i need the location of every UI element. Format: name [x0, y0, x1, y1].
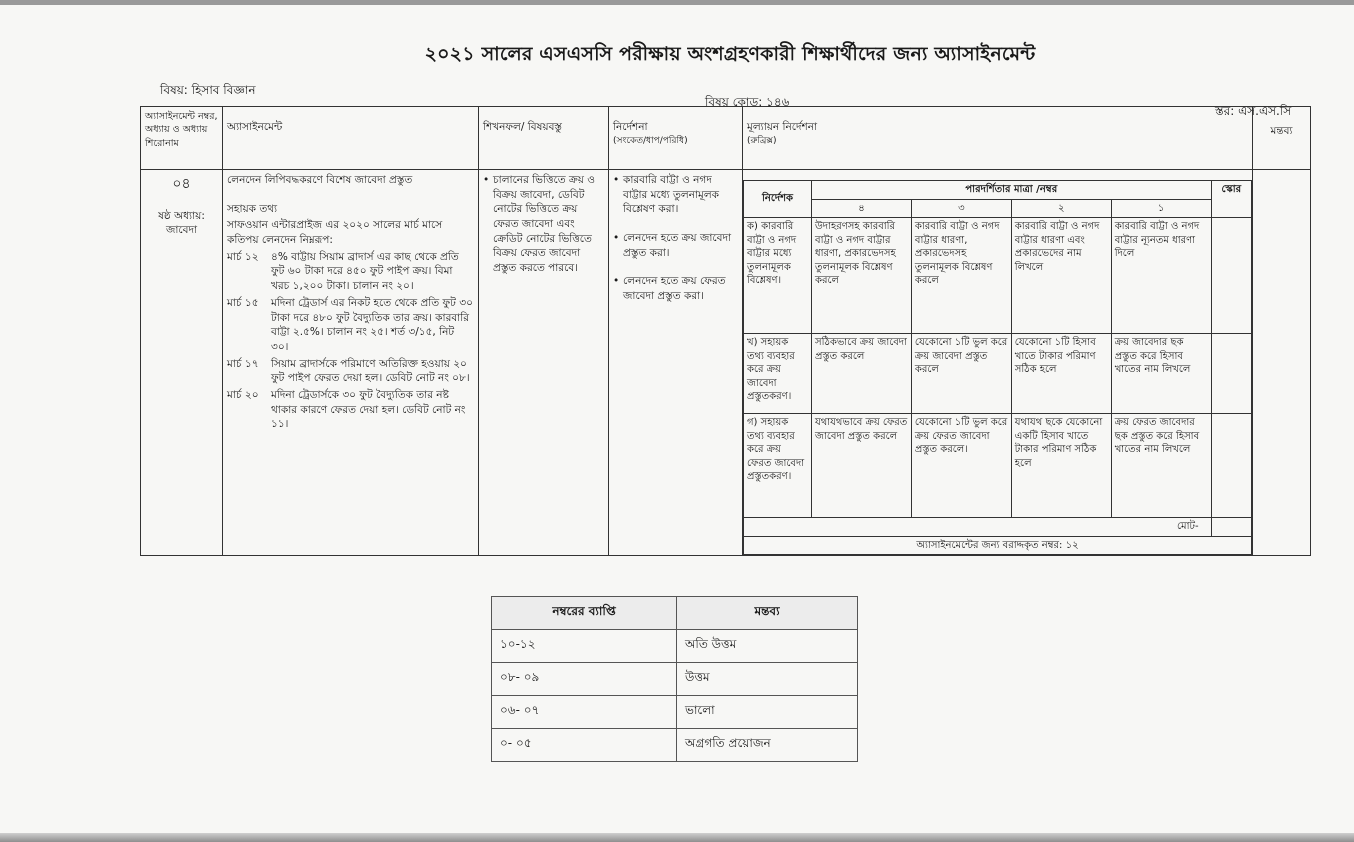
- instruction-text: লেনদেন হতে ক্রয় জাবেদা প্রস্তুত করা।: [623, 232, 732, 259]
- grade-row: [492, 696, 858, 729]
- grade-comment: ভালো: [677, 696, 858, 729]
- transaction-text: মদিনা ট্রেডার্সকে ৩০ ফুট বৈদ্যুতিক তার নষ্ট থাকার কারণে ফেরত দেয়া হল। ডেবিট নোট নং ১১।: [271, 388, 466, 431]
- rubric-level: ১: [1111, 199, 1211, 218]
- scan-top-edge: [0, 0, 1354, 5]
- rubric-cell: [743, 170, 1253, 556]
- helper-info-label: সহায়ক তথ্য: [227, 202, 278, 215]
- transaction-text: সিয়াম ব্রাদার্সকে পরিমাণে অতিরিক্ত হওয়ায় ২০ ফুট পাইপ ফেরত দেয়া হল। ডেবিট নোট নং ০৮।: [271, 357, 470, 385]
- transaction-item: [227, 357, 474, 386]
- transaction-date: মার্চ ১৫: [227, 296, 259, 309]
- rubric-criterion: কারবারি বাট্টা ও নগদ বাট্টার ধারণা, প্রকারভেদসহ তুলনামূলক বিশ্লেষণ করলে: [911, 218, 1011, 334]
- grade-row: [492, 729, 858, 762]
- rubric-criterion: উদাহরণসহ কারবারি বাট্টা ও নগদ বাট্টার ধারণা, প্রকারভেদসহ তুলনামূলক বিশ্লেষণ করলে: [812, 218, 912, 334]
- grade-comment: উত্তম: [677, 663, 858, 696]
- subject-code: বিষয় কোড: ১৪৬: [705, 95, 790, 109]
- grade-range-table: [491, 596, 858, 762]
- assignment-row: [141, 170, 1311, 556]
- grade-range-header: নম্বরের ব্যাপ্তি: [492, 597, 677, 630]
- header-instructions: [609, 107, 743, 170]
- rubric-total-row: [744, 518, 1252, 537]
- rubric-score-cell: [1211, 414, 1251, 518]
- rubric-level-row: [744, 199, 1252, 218]
- grade-row: [492, 663, 858, 696]
- instruction-text: কারবারি বাট্টা ও নগদ বাট্টার মধ্যে তুলনামূলক বিশ্লেষণ করা।: [623, 174, 719, 216]
- transaction-text: ৪% বাট্টায় সিয়াম ব্রাদার্স এর কাছ থেকে প্রতি ফুট ৬০ টাকা দরে ৪৫০ ফুট পাইপ ক্রয়। বিমা খরচ ১,২০০ টাকা। চালান নং ২০।: [271, 250, 459, 293]
- assignment-chapter-cell: [141, 170, 223, 556]
- transaction-date: মার্চ ১৭: [227, 357, 259, 370]
- grade-row: [492, 630, 858, 663]
- rubric-row: [744, 334, 1252, 414]
- rubric-criterion: যেকোনো ১টি ভুল করে ক্রয় ফেরত জাবেদা প্রস্তুত করলে।: [911, 414, 1011, 518]
- chapter-name: ষষ্ঠ অধ্যায়: জাবেদা: [158, 209, 205, 237]
- rubric-level: ৩: [911, 199, 1011, 218]
- subject-label: বিষয়: হিসাব বিজ্ঞান: [160, 83, 256, 97]
- instruction-item: [613, 274, 738, 303]
- header-evaluation: [743, 107, 1253, 170]
- assignment-number: ০৪: [172, 176, 191, 192]
- grade-range: ০৮- ০৯: [492, 663, 677, 696]
- bullet-icon: •: [613, 275, 620, 288]
- header-instructions-sub: (সংকেত/ধাপ/পরিধি): [613, 135, 688, 146]
- rubric-criterion: কারবারি বাট্টা ও নগদ বাট্টার ধারণা এবং প্রকারভেদের নাম লিখলে: [1011, 218, 1111, 334]
- header-comment: [1253, 107, 1311, 170]
- rubric-table: [743, 180, 1252, 555]
- header-evaluation-sub: (রুব্রিক্স): [747, 135, 777, 146]
- transaction-item: [227, 388, 474, 432]
- rubric-allocated-marks: অ্যাসাইনমেন্টের জন্য বরাদ্দকৃত নম্বর: ১২: [744, 536, 1252, 555]
- level-label: স্তর: এস.এস.সি: [1215, 104, 1292, 118]
- header-assignment-chapter: অ্যাসাইনমেন্ট নম্বর, অধ্যায় ও অধ্যায় শিরোনাম: [141, 107, 223, 170]
- comment-cell: [1253, 170, 1311, 556]
- header-comment-label: মন্তব্য: [1270, 125, 1293, 137]
- rubric-total-value: [1211, 518, 1251, 537]
- rubric-header-row: [744, 181, 1252, 200]
- grade-comment: অতি উত্তম: [677, 630, 858, 663]
- rubric-row: [744, 218, 1252, 334]
- header-instructions-title: নির্দেশনা: [613, 121, 648, 133]
- rubric-criterion: সঠিকভাবে ক্রয় জাবেদা প্রস্তুত করলে: [812, 334, 912, 414]
- assignment-text-cell: [223, 170, 479, 556]
- rubric-criterion: যথাযথ ছকে যেকোনো একটি হিসাব খাতে টাকার পরিমাণ সঠিক হলে: [1011, 414, 1111, 518]
- bullet-icon: •: [613, 232, 620, 245]
- rubric-row: [744, 414, 1252, 518]
- scan-bottom-edge: [0, 833, 1354, 842]
- instruction-text: লেনদেন হতে ক্রয় ফেরত জাবেদা প্রস্তুত করা।: [623, 275, 726, 303]
- assignment-title: লেনদেন লিপিবদ্ধকরণে বিশেষ জাবেদা প্রস্তুত: [227, 174, 413, 186]
- assignment-table-header: [141, 107, 1311, 170]
- bullet-icon: •: [483, 174, 490, 186]
- rubric-score-cell: [1211, 334, 1251, 414]
- rubric-level-header: পারদর্শিতার মাত্রা /নম্বর: [812, 181, 1212, 200]
- rubric-level: ২: [1011, 199, 1111, 218]
- header-learning-outcome: [479, 107, 609, 170]
- rubric-indicator: গ) সহায়ক তথ্য ব্যবহার করে ক্রয় ফেরত জাবেদা প্রস্তুতকরণ।: [744, 414, 812, 518]
- transaction-item: [227, 296, 474, 355]
- bullet-icon: •: [613, 174, 620, 186]
- learning-outcome-item: [483, 173, 604, 276]
- learning-outcome-text: চালানের ভিত্তিতে ক্রয় ও বিক্রয় জাবেদা, ডেবিট নোটের ভিত্তিতে ক্রয় ফেরত জাবেদা এবং ক্রেডিট নোটের ভিত্তিতে বিক্রয় ফেরত জাবেদা প্রস্তুত করতে পারবে।: [493, 174, 595, 275]
- grade-comment: অগ্রগতি প্রয়োজন: [677, 729, 858, 762]
- rubric-criterion: যেকোনো ১টি ভুল করে ক্রয় জাবেদা প্রস্তুত করলে: [911, 334, 1011, 414]
- instruction-item: [613, 173, 738, 217]
- grade-comment-header: মন্তব্য: [677, 597, 858, 630]
- assignment-intro: সাফওয়ান এন্টারপ্রাইজ এর ২০২০ সালের মার্চ মাসে কতিপয় লেনদেন নিম্নরূপ:: [227, 219, 443, 247]
- rubric-indicator-header: নির্দেশক: [744, 181, 812, 218]
- assignment-table: [140, 106, 1311, 556]
- rubric-criterion: কারবারি বাট্টা ও নগদ বাট্টার ন্যূনতম ধারণা দিলে: [1111, 218, 1211, 334]
- grade-range: ০৬- ০৭: [492, 696, 677, 729]
- instruction-item: [613, 231, 738, 260]
- header-evaluation-title: মূল্যায়ন নির্দেশনা: [747, 121, 818, 133]
- rubric-criterion: ক্রয় ফেরত জাবেদার ছক প্রস্তুত করে হিসাব খাতের নাম লিখলে: [1111, 414, 1211, 518]
- transaction-text: মদিনা ট্রেডার্স এর নিকট হতে থেকে প্রতি ফুট ৩০ টাকা দরে ৪৮০ ফুট বৈদ্যুতিক তার ক্রয়। কারবারি বাট্টা ২.৫%। চালান নং ২৫। শর্ত ৩/১৫, নিট ৩০।: [271, 296, 473, 353]
- rubric-criterion: ক্রয় জাবেদার ছক প্রস্তুত করে হিসাব খাতের নাম লিখলে: [1111, 334, 1211, 414]
- header-assignment-label: অ্যাসাইনমেন্ট: [227, 121, 283, 133]
- header-assignment: [223, 107, 479, 170]
- grade-header-row: [492, 597, 858, 630]
- rubric-total-label: মোট-: [744, 518, 1212, 537]
- rubric-indicator: ক) কারবারি বাট্টা ও নগদ বাট্টার মধ্যে তুলনামূলক বিশ্লেষণ।: [744, 218, 812, 334]
- rubric-allocated-row: [744, 536, 1252, 555]
- transaction-date: মার্চ ১২: [227, 250, 259, 263]
- grade-range: ১০-১২: [492, 630, 677, 663]
- rubric-indicator: খ) সহায়ক তথ্য ব্যবহার করে ক্রয় জাবেদা প্রস্তুতকরণ।: [744, 334, 812, 414]
- grade-range: ০- ০৫: [492, 729, 677, 762]
- rubric-criterion: যথাযথভাবে ক্রয় ফেরত জাবেদা প্রস্তুত করলে: [812, 414, 912, 518]
- page-title: ২০২১ সালের এসএসসি পরীক্ষায় অংশগ্রহণকারী শিক্ষার্থীদের জন্য অ্যাসাইনমেন্ট: [424, 43, 1036, 65]
- rubric-level: ৪: [812, 199, 912, 218]
- instructions-cell: [609, 170, 743, 556]
- rubric-score-header: স্কোর: [1211, 181, 1251, 218]
- rubric-criterion: যেকোনো ১টি হিসাব খাতে টাকার পরিমাণ সঠিক হলে: [1011, 334, 1111, 414]
- rubric-score-cell: [1211, 218, 1251, 334]
- transaction-item: [227, 250, 474, 294]
- header-learning-outcome-label: শিখনফল/ বিষয়বস্তু: [483, 121, 562, 133]
- learning-outcome-cell: [479, 170, 609, 556]
- transaction-date: মার্চ ২০: [227, 388, 259, 401]
